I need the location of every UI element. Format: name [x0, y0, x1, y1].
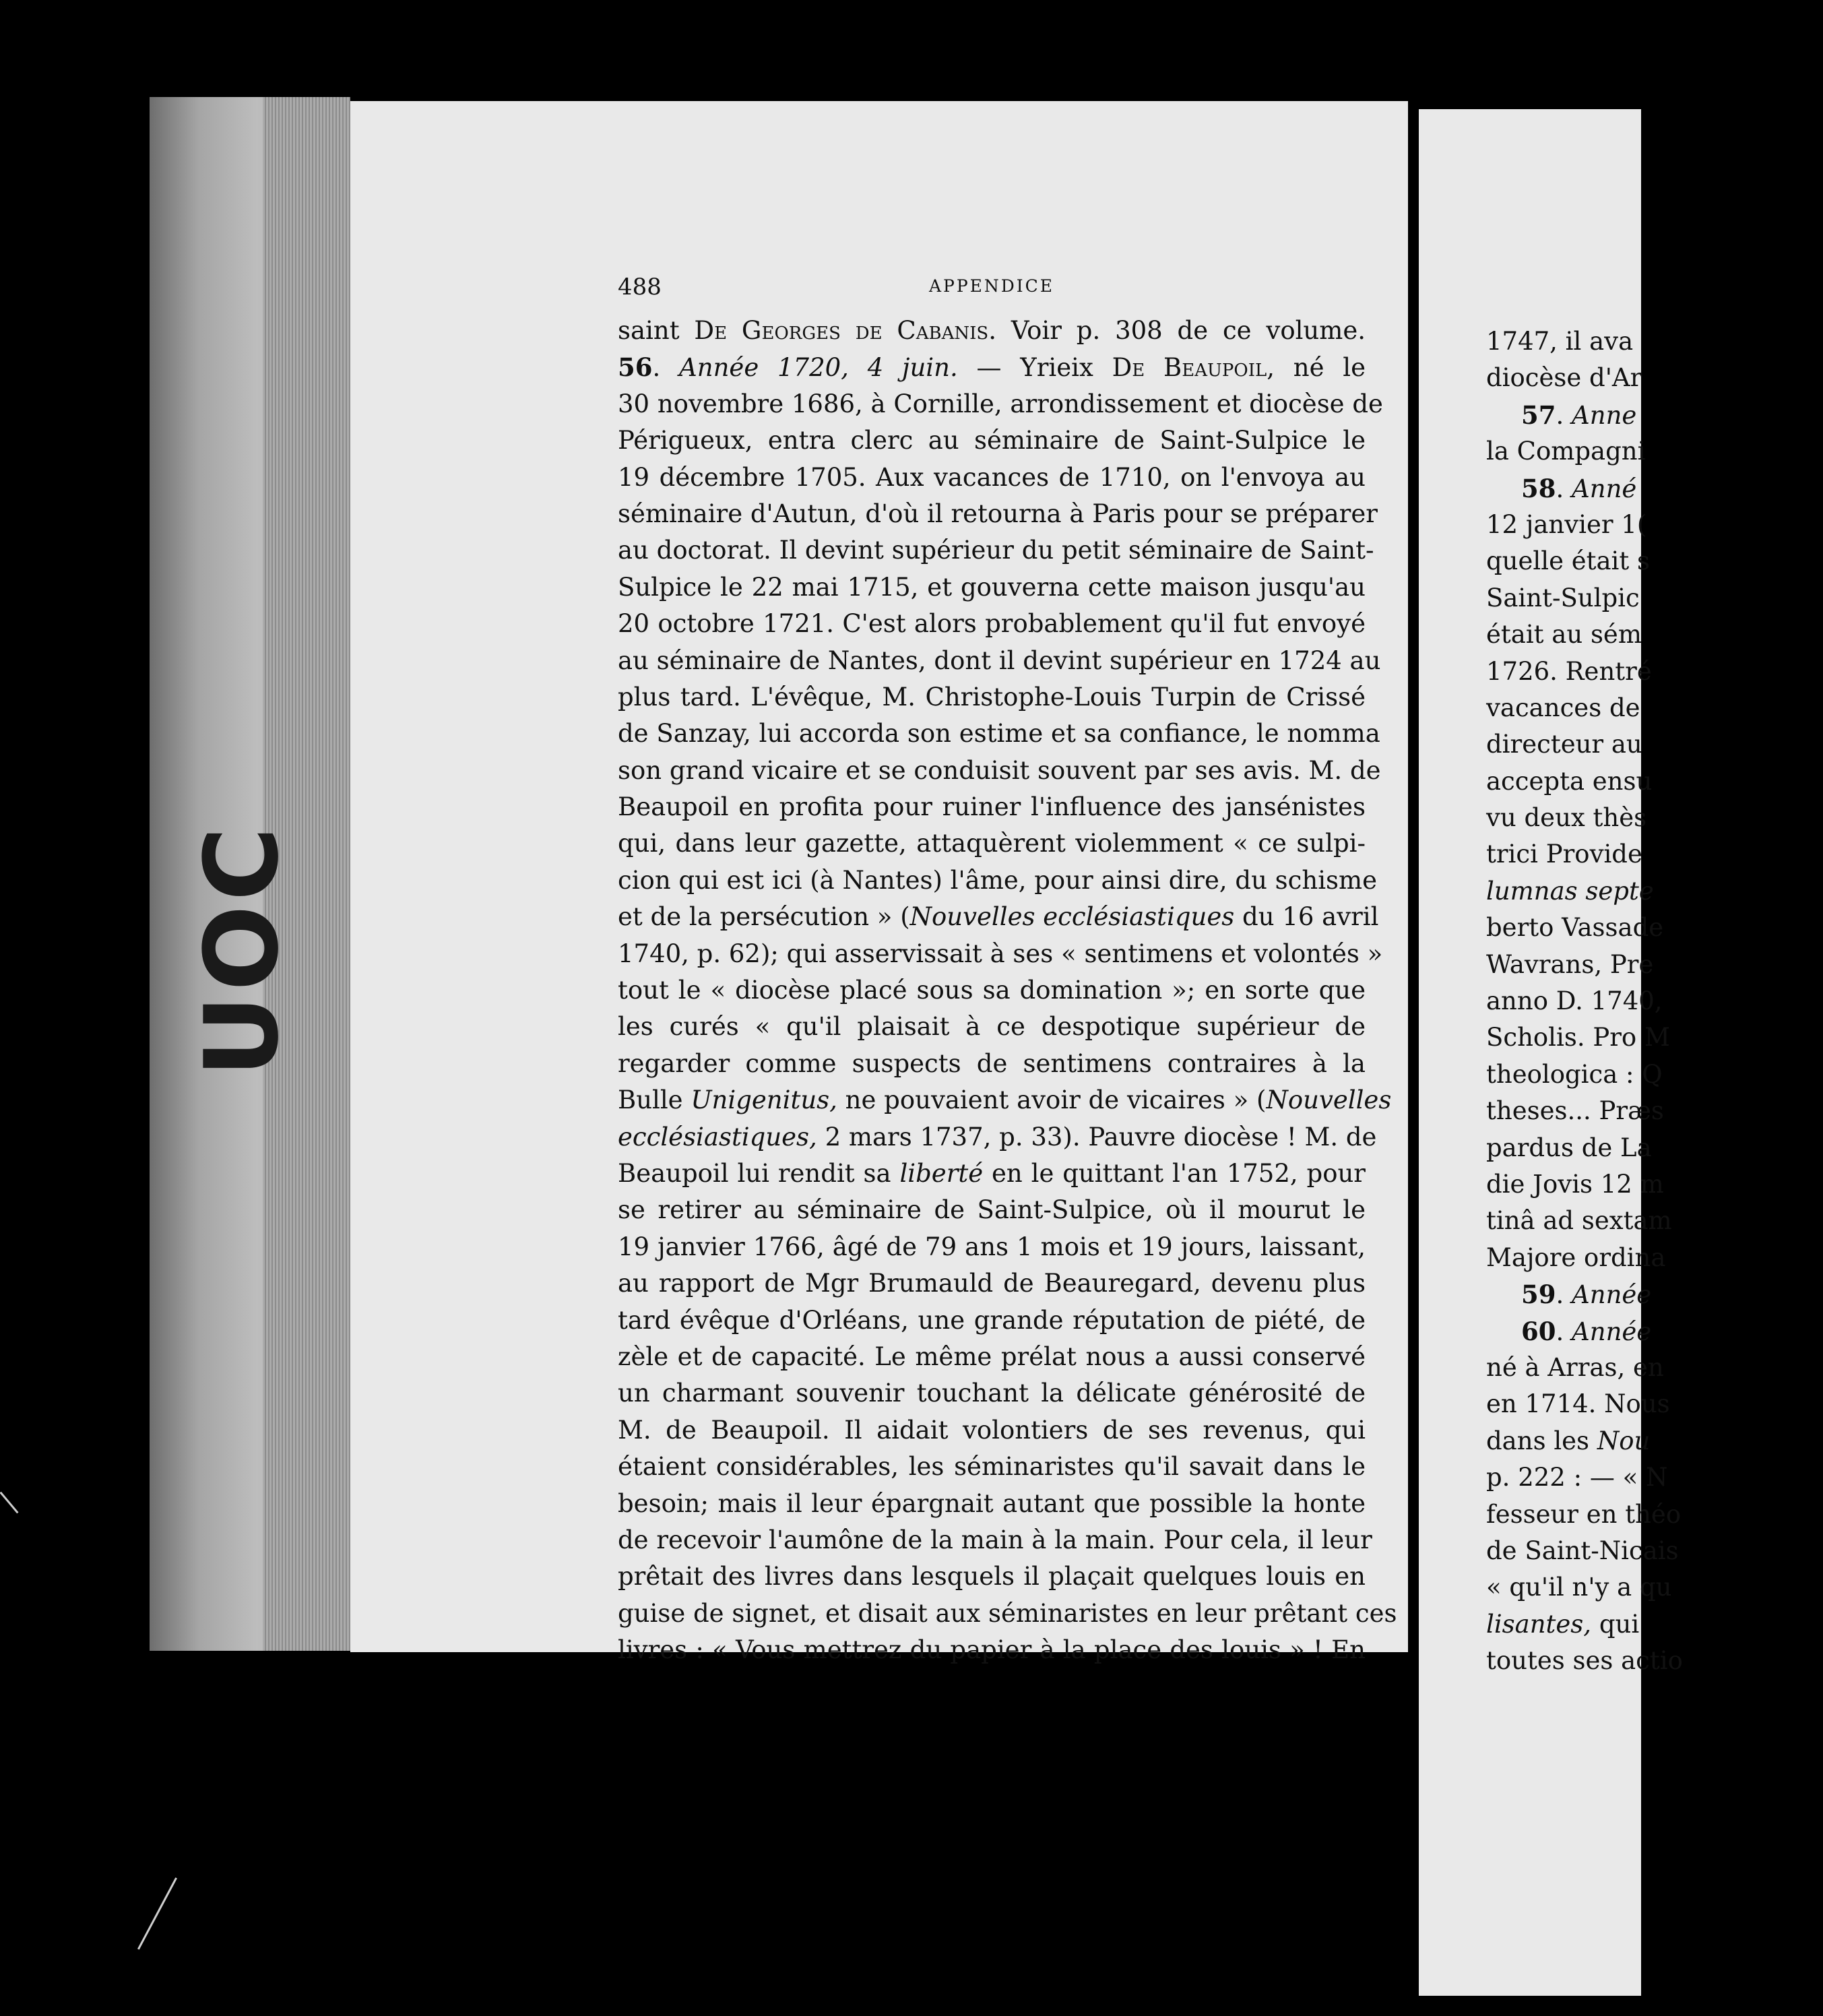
- text-run: .: [652, 353, 680, 383]
- text-run: 58: [1521, 473, 1556, 503]
- text-line: [618, 1119, 1377, 1156]
- text-run: tard évêque d'Orléans, une grande réputation de piété, de: [618, 1305, 1366, 1335]
- text-run: anno D. 1740,: [1486, 986, 1663, 1016]
- text-run: et de la persécution » (: [618, 902, 910, 932]
- text-line: [1486, 1643, 1823, 1679]
- text-run: De Georges de Cabanis: [694, 316, 989, 345]
- text-run: 56: [618, 352, 653, 383]
- text-run: 19 janvier 1766, âgé de 79 ans 1 mois et 19 jours, laissant,: [618, 1232, 1366, 1261]
- text-run: Anné: [1572, 474, 1637, 503]
- text-line: [618, 1339, 1366, 1375]
- right-page: [1419, 109, 1683, 1996]
- text-run: Saint-Sulpic: [1486, 583, 1640, 612]
- text-line: [1486, 507, 1823, 543]
- text-run: de Saint-Nicais: [1486, 1536, 1679, 1565]
- text-run: au rapport de Mgr Brumauld de Beauregard, devenu plus: [618, 1269, 1366, 1298]
- text-run: theses... Præs: [1486, 1096, 1664, 1126]
- text-line: [1486, 433, 1823, 470]
- text-run: diocèse d'Ar: [1486, 363, 1642, 393]
- text-run: accepta ensu: [1486, 766, 1653, 796]
- text-line: [1486, 1276, 1823, 1313]
- text-run: fesseur en théo: [1486, 1499, 1682, 1529]
- text-run: 2 mars 1737, p. 33). Pauvre diocèse ! M. de: [817, 1122, 1377, 1152]
- text-line: [618, 899, 1379, 935]
- text-run: .: [1556, 1280, 1572, 1310]
- text-run: « qu'il n'y a qu: [1486, 1573, 1672, 1602]
- text-run: au doctorat. Il devint supérieur du petit séminaire de Saint-: [618, 536, 1374, 565]
- text-line: [1486, 323, 1823, 360]
- text-line: [1486, 397, 1823, 433]
- text-line: [618, 386, 1383, 422]
- text-run: lisantes,: [1486, 1609, 1592, 1639]
- text-line: [1486, 873, 1823, 910]
- text-run: besoin; mais il leur épargnait autant que possible la honte: [618, 1488, 1366, 1518]
- text-run: 12 janvier 1(: [1486, 509, 1647, 539]
- text-run: vacances de: [1486, 693, 1640, 722]
- text-run: 20 octobre 1721. C'est alors probablement qu'il fut envoyé: [618, 609, 1366, 639]
- text-line: [618, 753, 1381, 789]
- text-run: se retirer au séminaire de Saint-Sulpice, où il mourut le: [618, 1195, 1366, 1225]
- page-number: 488: [618, 274, 662, 301]
- text-line: [1486, 617, 1823, 653]
- text-run: quelle était s: [1486, 546, 1651, 576]
- text-run: en 1714. Nous: [1486, 1389, 1670, 1419]
- text-run: 1726. Rentré: [1486, 656, 1652, 686]
- text-run: 1747, il ava: [1486, 327, 1634, 356]
- text-line: [1486, 1093, 1823, 1129]
- text-line: [1486, 654, 1823, 690]
- text-run: pardus de La: [1486, 1133, 1652, 1162]
- text-line: [618, 716, 1380, 752]
- text-run: guise de signet, et disait aux séminaristes en leur prêtant ces: [618, 1598, 1397, 1628]
- text-run: .: [1556, 400, 1572, 430]
- text-run: 1740, p. 62); qui asservissait à ses « sentimens et volontés »: [618, 939, 1383, 968]
- text-line: [1486, 1606, 1823, 1643]
- text-run: né à Arras, en: [1486, 1352, 1664, 1382]
- text-line: [1486, 947, 1823, 983]
- text-run: en le quittant l'an 1752, pour: [983, 1158, 1366, 1188]
- text-run: regarder comme suspects de sentimens contraires à la: [618, 1048, 1366, 1078]
- text-run: livres : « Vous mettrez du papier à la place des louis » ! En: [618, 1635, 1366, 1665]
- text-line: [1486, 910, 1823, 946]
- text-run: ne pouvaient avoir de vicaires » (: [837, 1085, 1267, 1115]
- text-line: [618, 313, 1366, 349]
- text-line: [1486, 470, 1823, 507]
- text-run: zèle et de capacité. Le même prélat nous a aussi conservé: [618, 1342, 1366, 1371]
- text-line: [618, 789, 1366, 825]
- text-line: [1486, 580, 1823, 617]
- text-run: tinâ ad sextam: [1486, 1206, 1672, 1236]
- text-line: [618, 1009, 1366, 1045]
- text-line: [1486, 543, 1823, 579]
- text-line: [618, 825, 1366, 862]
- text-run: directeur au: [1486, 730, 1642, 759]
- text-run: prêtait des livres dans lesquels il plaçait quelques louis en: [618, 1562, 1366, 1592]
- text-line: [618, 862, 1378, 899]
- text-run: Nouvelles ecclésiastiques: [909, 902, 1235, 932]
- text-run: . Voir p. 308 de ce volume.: [988, 316, 1366, 345]
- text-line: [1486, 1386, 1823, 1422]
- text-line: [618, 349, 1366, 385]
- library-stamp-text: UOC: [184, 823, 301, 1077]
- text-run: Bulle: [618, 1085, 691, 1115]
- text-line: [1486, 1240, 1823, 1276]
- text-line: [618, 1229, 1366, 1265]
- text-run: trici Provide: [1486, 840, 1642, 869]
- text-line: [1486, 1166, 1823, 1203]
- text-run: 60: [1521, 1316, 1556, 1346]
- text-run: Anne: [1572, 400, 1637, 430]
- text-run: la Compagni: [1486, 437, 1646, 466]
- text-line: [1486, 836, 1823, 873]
- text-line: [618, 460, 1366, 496]
- text-line: [1486, 800, 1823, 836]
- text-line: [1486, 1313, 1823, 1350]
- text-run: Année: [1572, 1280, 1652, 1310]
- text-line: [1486, 763, 1823, 800]
- text-run: Beaupoil lui rendit sa: [618, 1158, 900, 1188]
- text-run: au séminaire de Nantes, dont il devint supérieur en 1724 au: [618, 645, 1381, 675]
- text-line: [618, 1596, 1397, 1632]
- text-run: — Yrieix: [957, 353, 1112, 383]
- text-line: [1486, 1203, 1823, 1239]
- text-line: [1486, 1459, 1823, 1496]
- text-line: [618, 606, 1366, 642]
- text-line: [1486, 690, 1823, 726]
- text-line: [618, 1046, 1366, 1082]
- text-line: [1486, 360, 1823, 396]
- text-run: , né le: [1267, 353, 1366, 383]
- text-line: [618, 1375, 1366, 1412]
- text-line: [618, 643, 1381, 679]
- text-run: saint: [618, 316, 695, 345]
- text-line: [618, 1449, 1366, 1485]
- text-run: De Beaupoil: [1112, 353, 1267, 383]
- text-run: toutes ses actio: [1486, 1646, 1683, 1676]
- text-line: [1486, 1130, 1823, 1166]
- text-run: die Jovis 12 m: [1486, 1169, 1664, 1199]
- text-line: [1486, 1423, 1823, 1459]
- text-run: du 16 avril: [1234, 902, 1379, 932]
- text-run: Beaupoil en profita pour ruiner l'influence des jansénistes: [618, 792, 1366, 822]
- text-run: étaient considérables, les séminaristes qu'il savait dans le: [618, 1452, 1366, 1482]
- text-run: ecclésiastiques,: [618, 1122, 817, 1152]
- scan-scratch: [0, 1492, 19, 1514]
- page-header: [618, 274, 1366, 307]
- text-line: [618, 1192, 1366, 1228]
- text-line: [618, 1412, 1366, 1449]
- text-run: p. 222 : — « N: [1486, 1463, 1668, 1492]
- text-line: [618, 1265, 1366, 1302]
- text-run: 57: [1521, 400, 1556, 430]
- text-run: vu deux thès: [1486, 803, 1647, 833]
- text-run: Périgueux, entra clerc au séminaire de Saint-Sulpice le: [618, 426, 1366, 455]
- text-run: séminaire d'Autun, d'où il retourna à Paris pour se préparer: [618, 499, 1378, 528]
- text-run: plus tard. L'évêque, M. Christophe-Louis Turpin de Crissé: [618, 682, 1366, 712]
- text-line: [618, 1522, 1372, 1558]
- text-run: M. de Beaupoil. Il aidait volontiers de ses revenus, qui: [618, 1415, 1366, 1445]
- text-run: Majore ordina: [1486, 1242, 1666, 1272]
- text-run: Scholis. Pro M: [1486, 1023, 1670, 1052]
- text-line: [618, 422, 1366, 459]
- text-line: [1486, 1350, 1823, 1386]
- text-run: 19 décembre 1705. Aux vacances de 1710, on l'envoya au: [618, 462, 1366, 492]
- text-line: [1486, 1497, 1823, 1533]
- text-run: berto Vassade: [1486, 913, 1664, 943]
- text-run: .: [1556, 1317, 1572, 1346]
- text-run: 59: [1521, 1280, 1556, 1310]
- text-run: theologica : Q: [1486, 1059, 1663, 1089]
- text-run: son grand vicaire et se conduisit souvent par ses avis. M. de: [618, 755, 1381, 785]
- body-text: [618, 313, 1397, 1668]
- text-run: dans les: [1486, 1426, 1597, 1455]
- text-line: [618, 1558, 1366, 1595]
- text-line: [618, 679, 1366, 716]
- text-line: [618, 496, 1378, 532]
- right-page-text: [1486, 323, 1823, 1679]
- text-run: était au sém: [1486, 620, 1642, 650]
- text-run: de recevoir l'aumône de la main à la main. Pour cela, il leur: [618, 1525, 1372, 1554]
- text-line: [1486, 1057, 1823, 1093]
- text-line: [618, 936, 1383, 972]
- text-line: [618, 1632, 1366, 1668]
- left-page: [350, 101, 1408, 1665]
- text-line: [1486, 983, 1823, 1019]
- text-run: qui: [1591, 1609, 1640, 1639]
- text-line: [618, 1156, 1366, 1192]
- text-run: Année: [1572, 1317, 1652, 1346]
- running-head: APPENDICE: [928, 276, 1055, 296]
- text-run: Wavrans, Pre: [1486, 949, 1654, 979]
- text-line: [618, 1302, 1366, 1339]
- text-line: [618, 569, 1366, 606]
- text-run: liberté: [899, 1158, 984, 1188]
- text-line: [1486, 1569, 1823, 1606]
- library-stamp: [184, 802, 301, 1098]
- text-line: [618, 1082, 1392, 1119]
- text-run: lumnas septe: [1486, 876, 1654, 906]
- text-run: de Sanzay, lui accorda son estime et sa confiance, le nomma: [618, 719, 1380, 749]
- text-run: Nouvelles: [1266, 1085, 1392, 1115]
- text-run: 30 novembre 1686, à Cornille, arrondissement et diocèse de: [618, 389, 1383, 418]
- text-run: un charmant souvenir touchant la délicate générosité de: [618, 1379, 1366, 1408]
- text-line: [1486, 1533, 1823, 1569]
- text-run: Sulpice le 22 mai 1715, et gouverna cette maison jusqu'au: [618, 572, 1366, 602]
- text-run: Nou: [1597, 1426, 1651, 1455]
- scan-scratch: [137, 1877, 177, 1949]
- text-line: [1486, 1019, 1823, 1056]
- text-run: qui, dans leur gazette, attaquèrent violemment « ce sulpi-: [618, 829, 1366, 858]
- text-line: [618, 1486, 1366, 1522]
- text-run: Unigenitus,: [691, 1085, 837, 1115]
- text-run: les curés « qu'il plaisait à ce despotique supérieur de: [618, 1012, 1366, 1042]
- text-run: tout le « diocèse placé sous sa domination »; en sorte que: [618, 976, 1366, 1005]
- text-line: [618, 532, 1374, 569]
- text-line: [1486, 726, 1823, 763]
- text-run: Année 1720, 4 juin.: [679, 353, 958, 383]
- text-run: .: [1556, 474, 1572, 503]
- text-run: cion qui est ici (à Nantes) l'âme, pour ainsi dire, du schisme: [618, 865, 1378, 895]
- text-line: [618, 972, 1366, 1009]
